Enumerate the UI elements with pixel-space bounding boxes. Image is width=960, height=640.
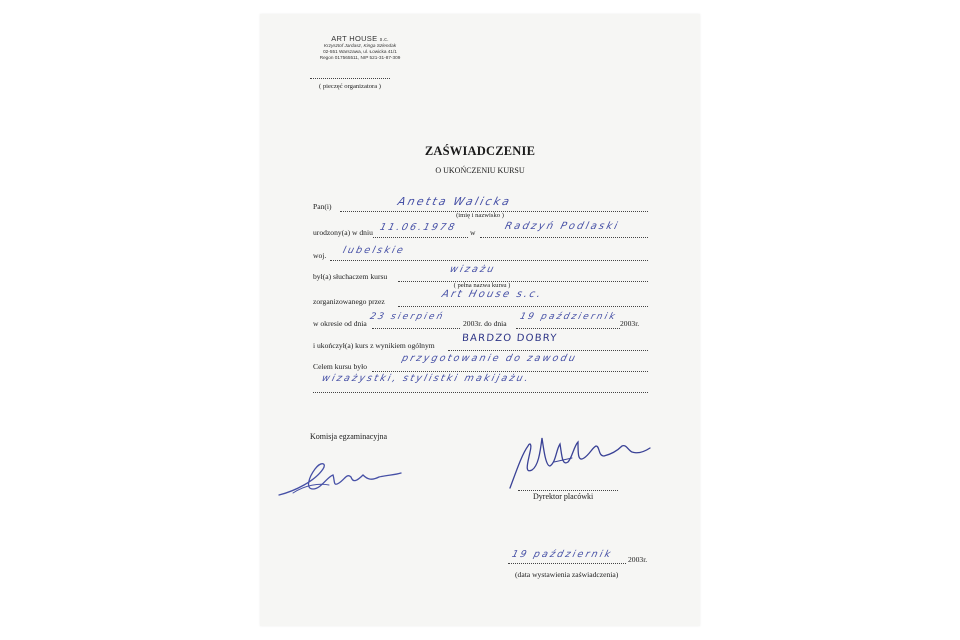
goal-line-1: przygotowanie do zawodu	[400, 353, 579, 364]
voivodeship-label: woj.	[313, 251, 327, 260]
attendee-label: był(a) słuchaczem kursu	[313, 272, 388, 281]
period-from-value: 23 sierpień	[368, 312, 446, 322]
goal-label: Celem kursu było	[313, 362, 367, 371]
issue-caption: (data wystawienia zaświadczenia)	[515, 570, 619, 579]
course-value: wizażu	[448, 264, 497, 275]
course-caption: ( pełna nazwa kursu )	[453, 282, 511, 289]
voivodeship-value: lubelskie	[341, 245, 407, 256]
issue-date-dotted-line	[508, 563, 626, 564]
born-place-value: Radzyń Podlaski	[503, 221, 621, 232]
stamp-company-name: ART HOUSE s.c.	[331, 34, 389, 43]
organizer-stamp	[305, 34, 415, 62]
organized-label: zorganizowanego przez	[313, 297, 385, 306]
certificate-title: ZAŚWIADCZENIE	[424, 144, 536, 158]
commission-label: Komisja egzaminacyjna	[310, 432, 388, 441]
director-signature	[502, 432, 662, 492]
period-to-dotted-line	[516, 328, 620, 329]
result-label: i ukończył(a) kurs z wynikiem ogólnym	[313, 341, 435, 350]
goal-line-2: wizażystki, stylistki makijażu.	[320, 373, 532, 384]
stamp-caption: ( pieczęć organizatora )	[319, 83, 381, 90]
born-label: urodzony(a) w dniu	[313, 228, 373, 237]
stamp-owners: Krzysztof Jardasz, Kinga Szlendak	[323, 43, 397, 48]
name-label: Pan(i)	[313, 202, 332, 211]
issue-date-value: 19 październik	[510, 549, 614, 560]
stamp-ids: Regon 017565511, NIP 521-31-87-309	[319, 55, 401, 61]
stamp-dotted-line	[310, 78, 390, 79]
organized-value: Art House s.c.	[440, 289, 544, 300]
goal-dotted-line-2	[313, 392, 648, 393]
name-caption: (imię i nazwisko )	[456, 212, 504, 219]
director-dotted-line	[518, 490, 618, 491]
period-from-dotted-line	[372, 328, 460, 329]
result-value: BARDZO DOBRY	[461, 333, 558, 344]
born-date-value: 11.06.1978	[378, 222, 458, 233]
period-year-2: 2003r.	[620, 319, 640, 328]
period-label: w okresie od dnia	[313, 319, 367, 328]
voivodeship-dotted-line	[330, 260, 648, 261]
certificate-subtitle: O UKOŃCZENIU KURSU	[435, 166, 525, 175]
born-place-dotted-line	[480, 237, 648, 238]
organized-dotted-line	[398, 306, 648, 307]
period-to-value: 19 październik	[518, 312, 618, 322]
goal-dotted-line-1	[372, 371, 648, 372]
name-value: Anetta Walicka	[396, 195, 513, 208]
stamp-address: 02-551 Warszawa, ul. Łowicka 41/1	[323, 49, 397, 55]
born-date-dotted-line	[373, 237, 468, 238]
commission-signature	[275, 455, 405, 500]
period-year-1: 2003r. do dnia	[463, 319, 507, 328]
born-in-label: w	[470, 228, 476, 237]
course-dotted-line	[398, 281, 648, 282]
issue-year: 2003r.	[628, 555, 648, 564]
director-label: Dyrektor placówki	[533, 492, 594, 501]
result-dotted-line	[448, 350, 648, 351]
